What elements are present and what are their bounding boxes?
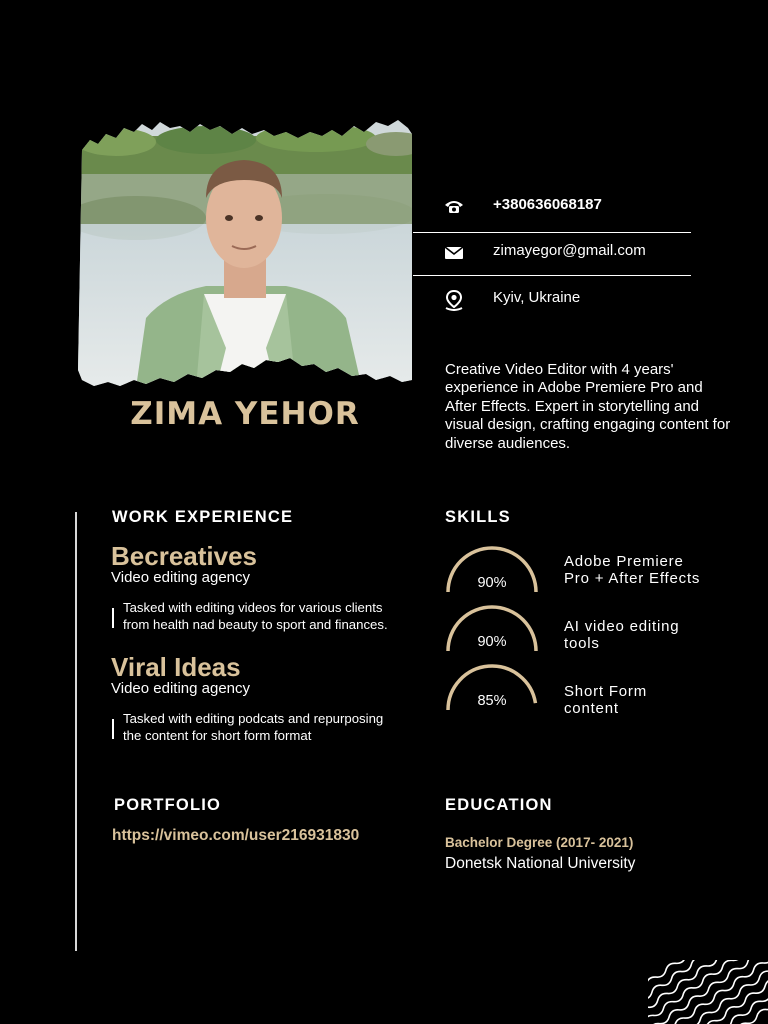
profile-photo (76, 118, 414, 388)
portfolio-link[interactable]: https://vimeo.com/user216931830 (112, 827, 360, 844)
task-marker (112, 608, 114, 628)
mail-icon (443, 242, 465, 264)
email-address[interactable]: zimayegor@gmail.com (493, 242, 646, 259)
work-experience-heading: WORK EXPERIENCE (112, 508, 294, 526)
skill-label-line: Adobe Premiere (564, 553, 684, 570)
skill-label-line: Short Form (564, 683, 648, 700)
skill-item (442, 605, 542, 660)
task-line: Tasked with editing podcats and repurposing (123, 711, 384, 726)
skill-label (564, 683, 647, 717)
profile-summary: Creative Video Editor with 4 years' experience in Adobe Premiere Pro and After Effects. Expert in storytelling and visual design, crafting engaging content for diverse audiences. (445, 361, 731, 452)
education-school: Donetsk National University (445, 855, 636, 872)
full-name: ZIMA YEHOR (130, 396, 360, 432)
skill-percent: 90% (477, 634, 507, 650)
company-type: Video editing agency (111, 680, 250, 697)
contact-divider (413, 275, 691, 276)
contact-email (413, 230, 691, 274)
decorative-waves (648, 960, 768, 1024)
task-description (123, 599, 388, 634)
skill-label-line: AI video editing (564, 618, 680, 635)
skill-item (442, 546, 542, 601)
skills-heading: SKILLS (445, 508, 511, 526)
skill-percent: 90% (477, 575, 507, 591)
contact-location (413, 277, 691, 321)
company-name: Becreatives (111, 541, 257, 571)
company-type: Video editing agency (111, 569, 250, 586)
task-description (123, 710, 383, 745)
skill-item (442, 664, 542, 719)
location-pin-icon (443, 289, 465, 311)
portfolio-heading: PORTFOLIO (114, 796, 222, 814)
phone-icon (443, 196, 465, 218)
task-line: Tasked with editing videos for various clients (123, 600, 383, 615)
education-heading: EDUCATION (445, 796, 553, 814)
skill-label (564, 618, 679, 652)
timeline-line (75, 512, 77, 951)
skill-percent: 85% (477, 693, 507, 709)
education-degree: Bachelor Degree (2017- 2021) (445, 835, 634, 850)
task-line: from health nad beauty to sport and finances. (123, 617, 388, 633)
skill-label-line: Pro + After Effects (564, 570, 701, 587)
company-name: Viral Ideas (111, 652, 241, 682)
contact-phone (413, 184, 691, 228)
skill-label-line: tools (564, 635, 600, 652)
location: Kyiv, Ukraine (493, 289, 581, 306)
task-marker (112, 719, 114, 739)
skill-label (564, 553, 700, 587)
task-line: the content for short form format (123, 728, 312, 744)
phone-number[interactable]: +380636068187 (493, 196, 602, 213)
skill-label-line: content (564, 700, 619, 717)
